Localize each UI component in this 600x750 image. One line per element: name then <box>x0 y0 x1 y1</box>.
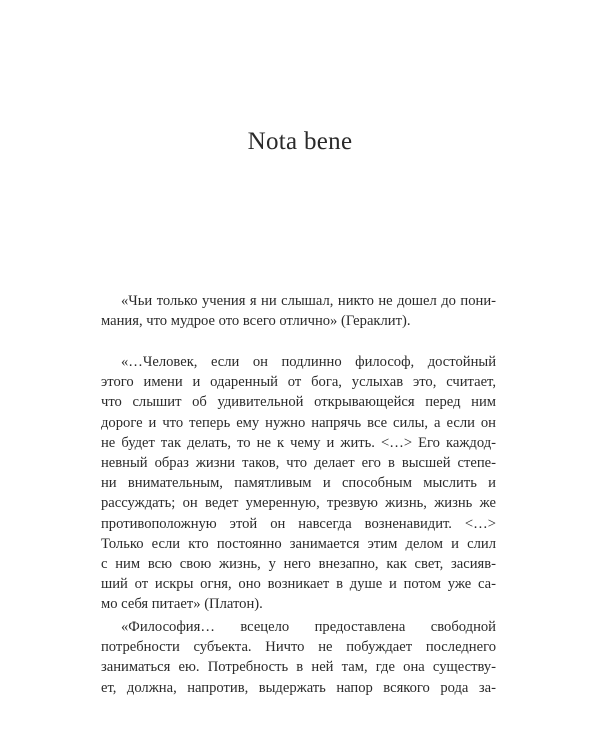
text-line: ший от искры огня, оно возникает в душе и потом уже са- <box>101 576 496 593</box>
text-line: «Философия… всецело предоставлена свободной <box>121 619 496 635</box>
text-line: ет, должна, напротив, выдержать напор всякого рода за- <box>101 679 496 696</box>
text-line: противоположную этой он навсегда возненавидит. <…> <box>101 515 496 532</box>
text-line: «Чьи только учения я ни слышал, никто не дошел до пони- <box>121 293 496 309</box>
text-line: мания, что мудрое ото всего отлично» (Гераклит). <box>101 313 411 330</box>
paragraph-plato <box>101 352 496 614</box>
text-line: что слышит об удивительной открывающейся перед ним <box>101 394 496 411</box>
text-line: невный образ жизни таков, что делает его в высшей степе- <box>101 454 496 471</box>
paragraph-heraclitus <box>101 291 496 331</box>
text-line: не будет так делать, то не к чему и жить. <…> Его каждод- <box>101 434 496 451</box>
text-line: мо себя питает» (Платон). <box>101 596 263 613</box>
text-line: Только если кто постоянно занимается этим делом и слил <box>101 535 496 552</box>
text-line: потребности субъекта. Ничто не побуждает последнего <box>101 639 496 656</box>
text-line: с ним всю свою жизнь, у него внезапно, как свет, засияв- <box>101 555 496 572</box>
text-line: «…Человек, если он подлинно философ, достойный <box>121 354 496 370</box>
page-title: Nota bene <box>247 128 353 155</box>
text-line: заниматься ею. Потребность в ней там, где она существу- <box>101 659 496 676</box>
text-line: рассуждать; он ведет умеренную, трезвую жизнь, жизнь же <box>101 495 496 512</box>
text-line: ни внимательным, памятливым и способным мыслить и <box>101 475 496 492</box>
paragraph-philosophy <box>101 617 496 698</box>
text-line: этого имени и одаренный от бога, услыхав это, считает, <box>101 374 496 391</box>
text-line: дороге и что теперь ему нужно напрячь все силы, а если он <box>101 414 496 431</box>
